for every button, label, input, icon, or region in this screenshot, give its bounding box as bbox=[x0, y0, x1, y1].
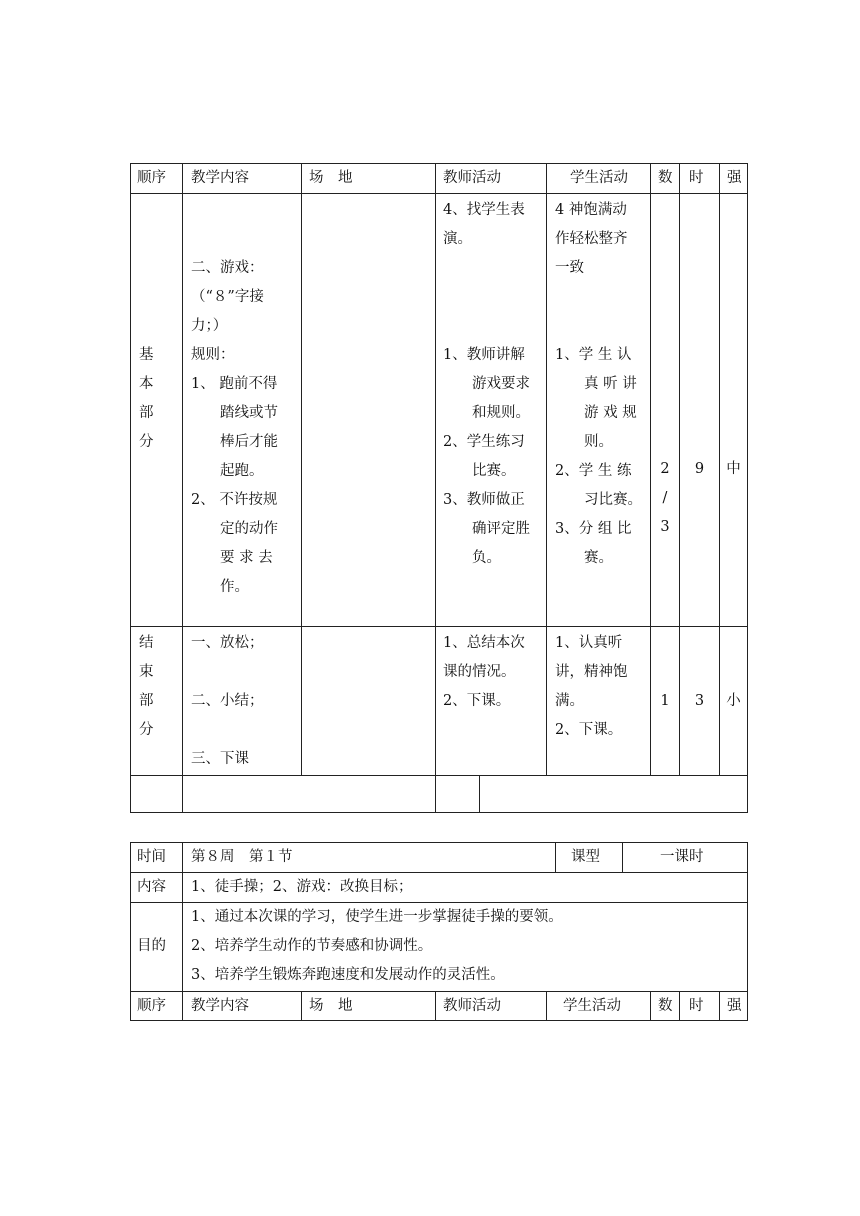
table-rule bbox=[719, 991, 720, 1021]
header-content: 教学内容 bbox=[191, 998, 249, 1014]
lesson-type-label: 课型 bbox=[571, 849, 600, 865]
header-count: 数 bbox=[658, 170, 673, 186]
header-teacher: 教师活动 bbox=[443, 170, 501, 186]
content-value: 1、徒手操；2、游戏：改换目标； bbox=[191, 879, 413, 895]
basic-time: 9 bbox=[694, 461, 705, 477]
header-student: 学生活动 bbox=[563, 998, 621, 1014]
header-intensity: 强 bbox=[727, 170, 742, 186]
table-rule bbox=[650, 991, 651, 1021]
header-intensity: 强 bbox=[727, 998, 742, 1014]
content-label: 内容 bbox=[137, 879, 166, 895]
header-order: 顺序 bbox=[137, 170, 166, 186]
ending-teacher-activities: 1、总结本次 课的情况。 2、下课。 bbox=[443, 635, 525, 709]
lesson-type-value: 一课时 bbox=[660, 849, 704, 865]
basic-section-label: 基 本 部 分 bbox=[139, 347, 154, 450]
basic-teacher-activities: 1、教师讲解 游戏要求 和规则。 2、学生练习 比赛。 3、教师做正 确评定胜 负。 bbox=[443, 347, 530, 566]
table-rule bbox=[555, 842, 556, 873]
header-venue: 场 地 bbox=[309, 998, 353, 1014]
ending-count: 1 bbox=[660, 693, 670, 709]
table-rule bbox=[622, 842, 623, 873]
table-rule bbox=[546, 991, 547, 1021]
basic-count: 2 / 3 bbox=[660, 461, 670, 535]
header-time: 时 bbox=[689, 170, 704, 186]
header-venue: 场 地 bbox=[309, 170, 353, 186]
table-rule bbox=[130, 775, 748, 776]
table-rule bbox=[130, 842, 131, 1021]
basic-intensity: 中 bbox=[726, 461, 741, 477]
ending-section-label: 结 束 部 分 bbox=[139, 635, 154, 738]
table-rule bbox=[435, 991, 436, 1021]
table-rule bbox=[130, 163, 131, 813]
header-student: 学生活动 bbox=[570, 170, 628, 186]
ending-intensity: 小 bbox=[726, 693, 741, 709]
table-rule bbox=[479, 775, 480, 813]
table-rule bbox=[546, 163, 547, 775]
table-rule bbox=[130, 812, 748, 813]
table-rule bbox=[435, 163, 436, 813]
time-value: 第８周 第１节 bbox=[191, 849, 293, 865]
basic-student-top: 4 神饱满动 作轻松整齐 一致 bbox=[555, 202, 628, 276]
ending-content: 一、放松； 二、小结； 三、下课 bbox=[191, 635, 264, 767]
goal-label: 目的 bbox=[137, 938, 166, 954]
header-count: 数 bbox=[658, 998, 673, 1014]
time-label: 时间 bbox=[137, 849, 166, 865]
table-rule bbox=[130, 626, 748, 627]
table-rule bbox=[182, 163, 183, 813]
table-rule bbox=[679, 991, 680, 1021]
goal-list: 1、通过本次课的学习，使学生进一步掌握徒手操的要领。 2、培养学生动作的节奏感和协调性。 3、培养学生锻炼奔跑速度和发展动作的灵活性。 bbox=[191, 909, 563, 983]
ending-time: 3 bbox=[694, 693, 705, 709]
table-rule bbox=[130, 193, 748, 194]
table-rule bbox=[301, 163, 302, 775]
basic-student-activities: 1、学 生 认 真 听 讲 游 戏 规 则。 2、学 生 练 习比赛。 3、分 组 比 赛。 bbox=[555, 347, 642, 566]
header-content: 教学内容 bbox=[191, 170, 249, 186]
basic-content: 二、游戏： （“８”字接 力；） 规则： 1、 跑前不得 踏线或节 棒后才能 起跑。 2、 不许按规 定的动作 要 求 去 作。 bbox=[191, 260, 278, 595]
table-rule bbox=[301, 991, 302, 1021]
table-rule bbox=[182, 842, 183, 1021]
table-rule bbox=[747, 163, 748, 813]
ending-student-activities: 1、认真听 讲，精神饱 满。 2、下课。 bbox=[555, 635, 628, 738]
table-rule bbox=[747, 842, 748, 1021]
header-order: 顺序 bbox=[137, 998, 166, 1014]
header-time: 时 bbox=[689, 998, 704, 1014]
basic-teacher-top: 4、找学生表 演。 bbox=[443, 202, 525, 247]
header-teacher: 教师活动 bbox=[443, 998, 501, 1014]
